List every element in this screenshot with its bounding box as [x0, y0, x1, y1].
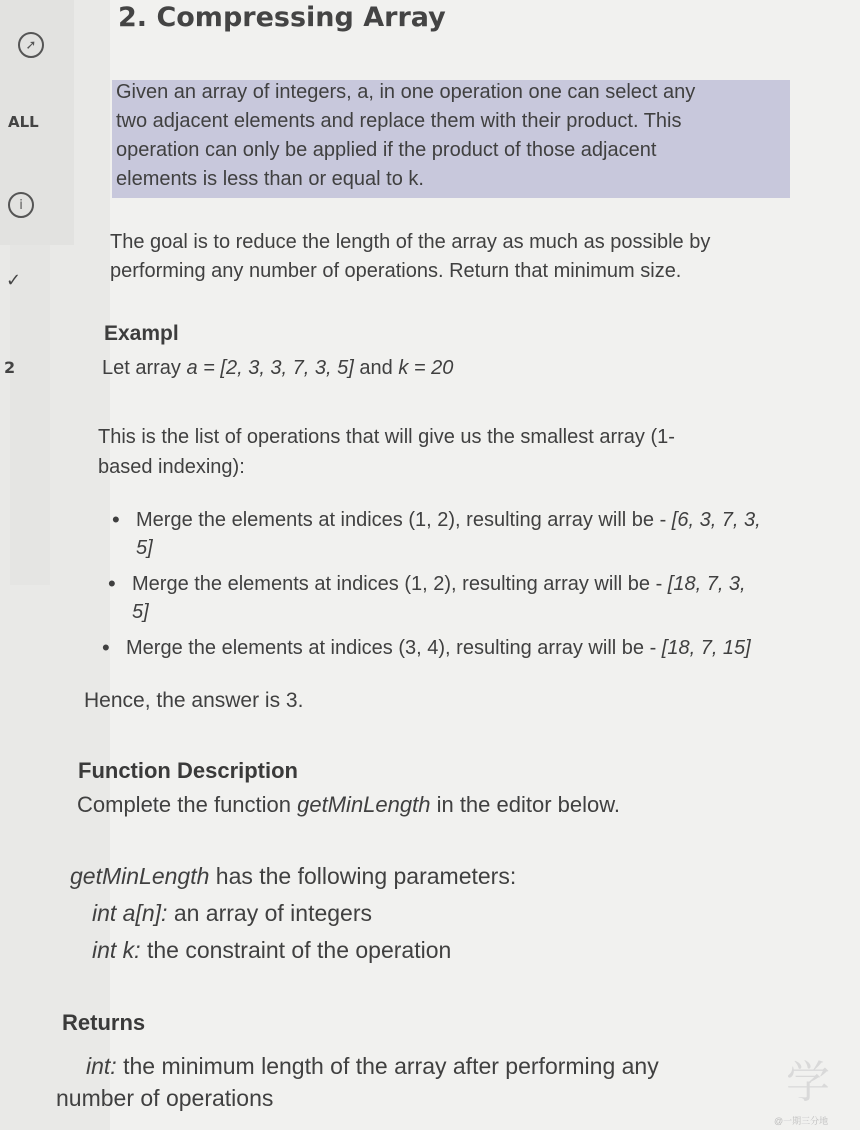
example-statement	[102, 354, 453, 383]
parameter-item	[92, 936, 451, 965]
conclusion: Hence, the answer is 3.	[84, 689, 304, 712]
function-description	[77, 790, 620, 819]
example-array: a = [2, 3, 3, 7, 3, 5]	[186, 357, 354, 379]
problem-title: 2. Compressing Array	[118, 2, 446, 33]
param-desc: the constraint of the operation	[140, 937, 452, 963]
sidebar-partial-item[interactable]: 2	[4, 358, 16, 377]
intro-line: Given an array of integers, a, in one operation one can select any	[116, 81, 696, 103]
operation-text	[136, 506, 761, 562]
returns-line	[60, 1050, 659, 1082]
parameter-item	[92, 899, 372, 928]
goal-line: performing any number of operations. Return that minimum size.	[110, 260, 682, 282]
example-heading: Exampl	[104, 322, 179, 345]
ops-intro-line: This is the list of operations that will give us the smallest array (1-	[98, 426, 675, 448]
operation-description: Merge the elements at indices (1, 2), resulting array will be -	[136, 509, 672, 531]
bullet-dot: •	[102, 635, 110, 660]
param-desc: an array of integers	[167, 900, 372, 926]
watermark-text: @一期三分地	[774, 1116, 829, 1126]
info-icon[interactable]: i	[8, 192, 34, 218]
parameters-intro	[70, 862, 516, 891]
example-k: k = 20	[398, 357, 454, 379]
intro-line: two adjacent elements and replace them with their product. This	[116, 110, 682, 132]
watermark-logo: 学	[786, 1058, 830, 1107]
function-suffix: in the editor below.	[430, 792, 621, 817]
check-icon[interactable]: ✓	[6, 270, 22, 291]
operation-text	[126, 634, 751, 662]
intro-line: operation can only be applied if the product of those adjacent	[116, 139, 657, 161]
intro-line: elements is less than or equal to k.	[116, 168, 424, 190]
params-suffix: has the following parameters:	[209, 863, 517, 889]
operation-result: [6, 3, 7, 3,	[671, 509, 761, 531]
goal-line: The goal is to reduce the length of the array as much as possible by	[110, 231, 711, 253]
returns-description	[56, 1050, 659, 1114]
ops-intro-line: based indexing):	[98, 456, 245, 478]
bullet-dot: •	[108, 571, 116, 596]
function-name: getMinLength	[297, 792, 431, 817]
sidebar-all-tab[interactable]: ALL	[8, 113, 39, 131]
operation-description: Merge the elements at indices (1, 2), resulting array will be -	[132, 573, 668, 595]
param-name: int k:	[92, 937, 141, 963]
compass-icon[interactable]: ➚	[18, 32, 44, 58]
example-prefix: Let array	[102, 357, 187, 379]
operation-text	[132, 570, 746, 626]
goal-paragraph	[110, 228, 710, 286]
returns-line-2: number of operations	[56, 1085, 274, 1111]
operation-result-cont: 5]	[136, 537, 153, 559]
operations-intro	[98, 422, 675, 482]
function-description-heading: Function Description	[78, 758, 298, 783]
operation-description: Merge the elements at indices (3, 4), resulting array will be -	[126, 637, 662, 659]
param-name: int a[n]:	[92, 900, 168, 926]
problem-intro	[116, 78, 695, 194]
returns-type: int:	[86, 1053, 117, 1079]
returns-heading: Returns	[62, 1010, 146, 1035]
returns-text: the minimum length of the array after performing any	[116, 1053, 659, 1079]
params-function-name: getMinLength	[70, 863, 210, 889]
bullet-dot: •	[112, 507, 120, 532]
operation-result: [18, 7, 3,	[667, 573, 746, 595]
operation-result: [18, 7, 15]	[661, 637, 751, 659]
operation-result-cont: 5]	[132, 601, 149, 623]
example-and: and	[353, 357, 399, 379]
function-prefix: Complete the function	[77, 792, 298, 817]
